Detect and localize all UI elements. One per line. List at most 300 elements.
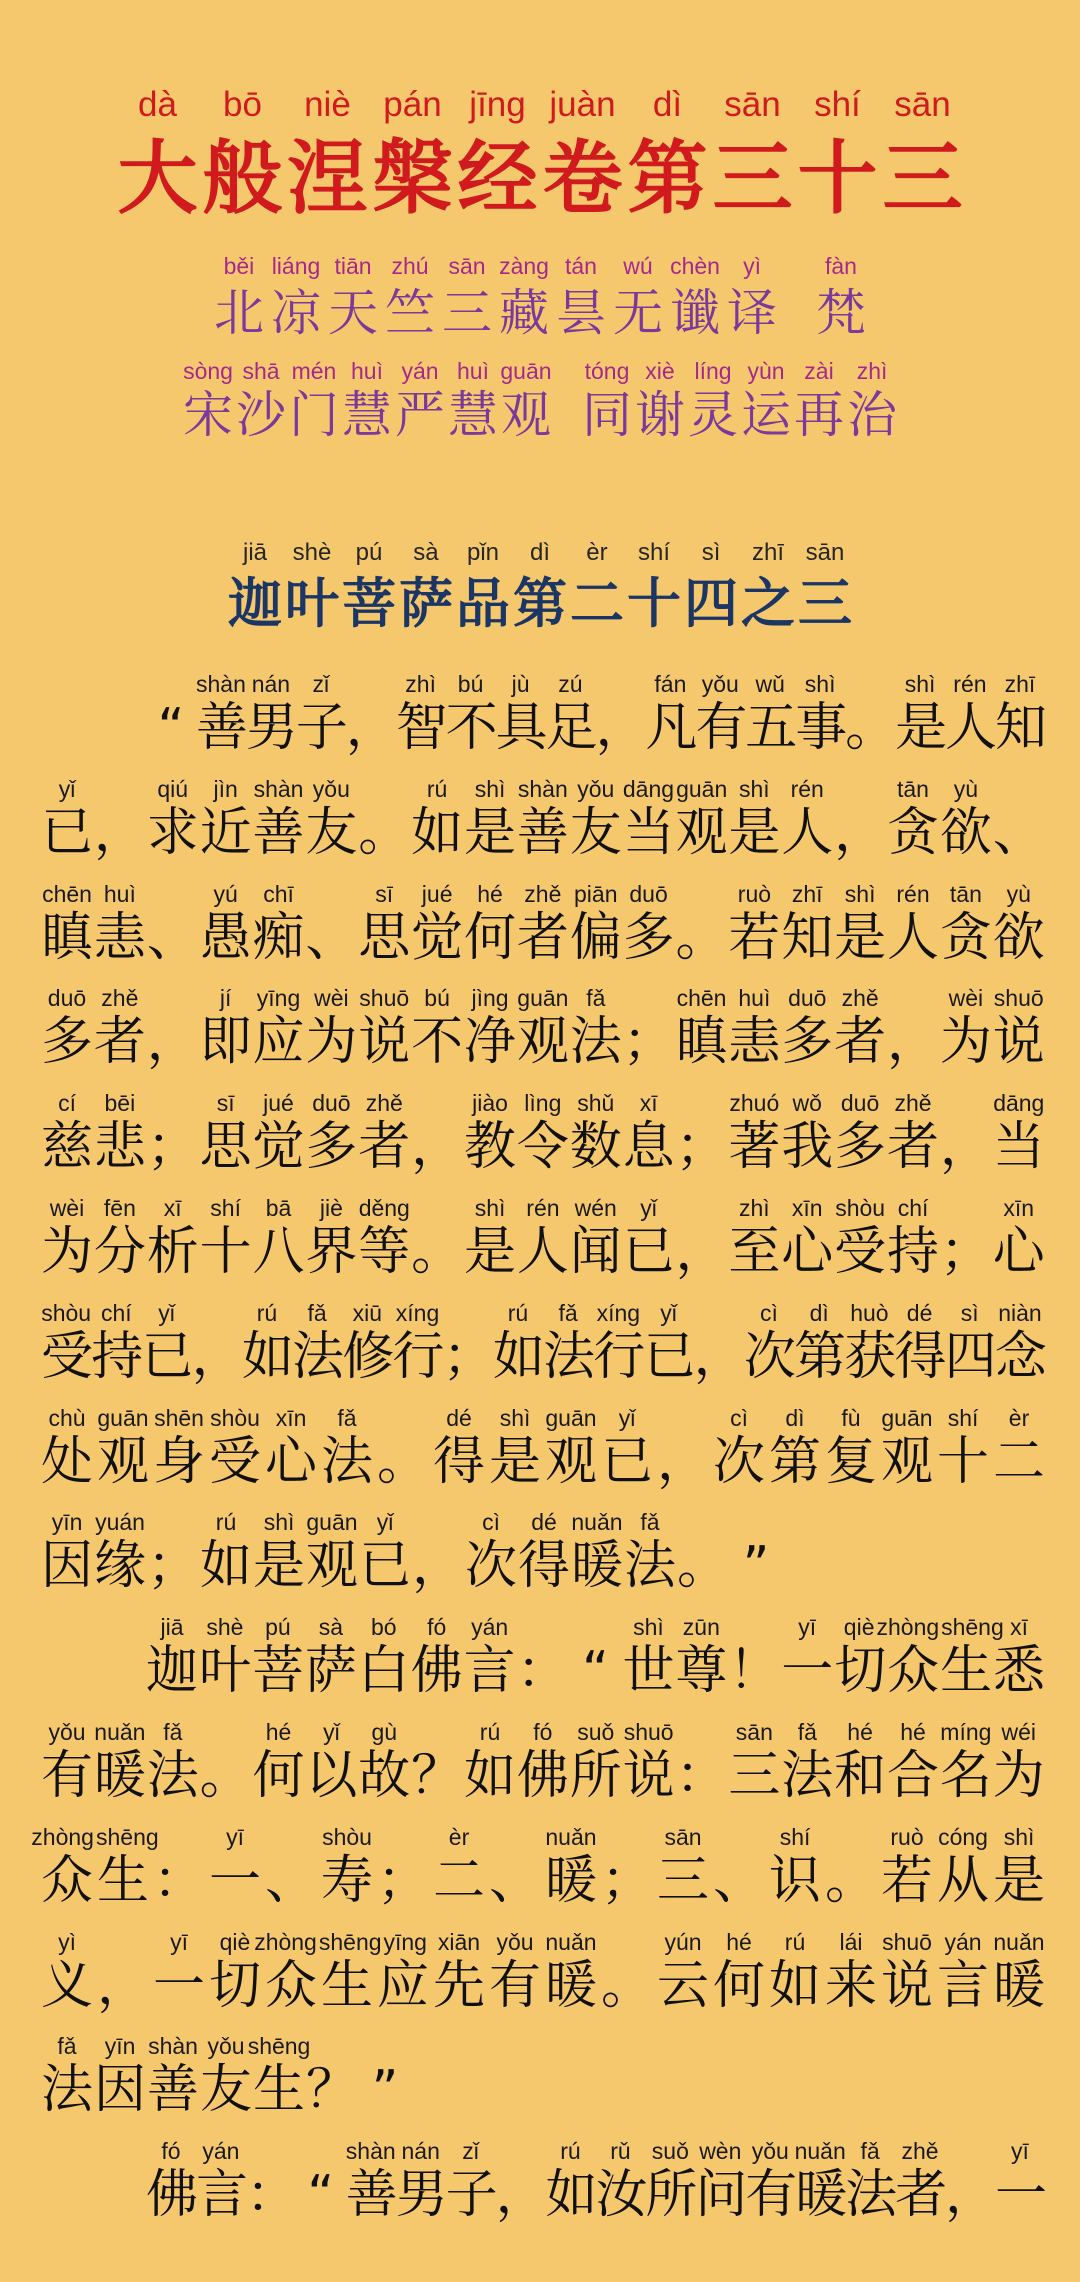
hanzi-char: 是 [728,802,781,863]
pinyin-syllable: zhě [524,880,562,907]
hanzi-char: 男 [395,2165,448,2226]
pinyin-line [0,1500,1080,1540]
pinyin-syllable: zhī [752,539,785,566]
pinyin-syllable: shì [633,1614,664,1641]
pinyin-syllable: wǒ [792,1090,822,1117]
hanzi-char: 萨 [399,571,453,635]
hanzi-char: 萨 [304,1641,357,1702]
pinyin-syllable: rú [479,1718,501,1745]
hanzi-char: 大 [117,131,198,225]
hanzi-char: 三 [798,571,852,635]
hanzi-char: 子 [445,2165,498,2226]
punctuation-mark: ， [93,802,146,863]
pinyin-syllable: zhī [1004,671,1036,697]
punctuation-mark: 、 [713,1850,766,1911]
hanzi-char: 不 [411,1012,464,1073]
pinyin-line [0,2129,1080,2169]
hanzi-char: 故 [358,1745,411,1806]
hanzi-line [41,2060,1045,2121]
pinyin-syllable: shǔ [577,1090,615,1117]
hanzi-char: 生 [940,1641,993,1702]
pinyin-syllable: yǒu [312,775,350,802]
pinyin-syllable: rén [790,775,824,802]
pinyin-syllable: shuō [882,1928,932,1955]
pinyin-line [0,1710,1080,1750]
text-line [0,1081,1080,1186]
punctuation-mark: 。 [358,802,411,863]
pinyin-syllable: fó [533,1718,553,1745]
translator-block [0,252,1080,341]
hanzi-char: 为 [939,1012,992,1073]
hanzi-char: 是 [464,802,517,863]
pinyin-syllable: shòu [210,1404,260,1431]
hanzi-char: 所 [569,1745,622,1806]
pinyin-syllable: sì [960,1299,979,1326]
pinyin-syllable: yǐ [376,1509,394,1536]
pinyin-line [0,1081,1080,1121]
hanzi-char: 善 [147,2060,200,2121]
pinyin-syllable: xíng [596,1299,641,1326]
hanzi-char: 四 [684,571,738,635]
hanzi-char: 痴 [252,907,305,968]
text-line [0,2024,1080,2129]
hanzi-char: 运 [741,386,791,444]
pinyin-syllable: xiān [437,1928,481,1955]
hanzi-char: 观 [306,1536,359,1597]
pinyin-syllable: jiào [472,1090,508,1117]
pinyin-syllable: fó [161,2138,181,2165]
pinyin-syllable: dì [652,85,683,124]
pinyin-syllable: líng [694,358,732,384]
hanzi-char: 获 [844,1326,897,1387]
punctuation-mark: ； [601,1850,654,1911]
pinyin-syllable: xíng [395,1299,440,1326]
pinyin-syllable: hé [265,1718,292,1745]
pinyin-syllable: shí [210,1194,241,1221]
punctuation-mark [784,285,809,341]
pinyin-syllable: fǎ [586,985,606,1012]
hanzi-char: 世 [622,1641,675,1702]
pinyin-syllable: bā [265,1194,292,1221]
pinyin-syllable: yǒu [577,775,615,802]
hanzi-char: 暖 [545,1850,598,1911]
hanzi-char: 暖 [545,1955,598,2016]
pinyin-syllable: pǐn [467,539,500,566]
hanzi-char: 因 [94,2060,147,2121]
hanzi-char: 应 [252,1012,305,1073]
punctuation-mark: ； [939,1221,992,1282]
pinyin-syllable: shì [1003,1823,1035,1850]
pinyin-syllable: shòu [41,1299,92,1326]
hanzi-char: 如 [241,1326,294,1387]
pinyin-syllable: yīn [104,2033,136,2060]
pinyin-syllable: dì [785,1404,805,1431]
hanzi-char: 善 [516,802,569,863]
hanzi-char: 受 [209,1431,262,1492]
hanzi-char: 知 [994,698,1047,758]
pinyin-syllable: shì [263,1509,295,1536]
hanzi-char: 行 [593,1326,646,1387]
pinyin-syllable: jù [511,671,530,697]
pinyin-syllable: hé [726,1928,752,1955]
pinyin-syllable: ruò [890,1823,924,1850]
pinyin-syllable: cí [58,1090,76,1117]
pinyin-syllable: yīng [256,985,301,1012]
hanzi-char: 观 [516,1012,569,1073]
hanzi-char: 多 [622,907,675,968]
pinyin-syllable: zhì [405,671,436,697]
chapter-title [0,571,1080,635]
pinyin-syllable: jìn [213,775,238,802]
pinyin-syllable: mén [291,358,337,384]
pinyin-syllable: wèi [49,1194,85,1221]
hanzi-char: 一 [209,1850,262,1911]
hanzi-char: 沙 [236,386,286,444]
pinyin-syllable: jí [219,985,232,1012]
hanzi-char: 暖 [993,1955,1046,2016]
hanzi-char: 当 [992,1117,1045,1178]
hanzi-char: 男 [245,698,298,758]
pinyin-syllable: nuǎn [94,1718,146,1745]
title-block [0,85,1080,225]
hanzi-char: 云 [657,1955,710,2016]
pinyin-syllable: nán [401,2138,440,2165]
text-line [0,1186,1080,1291]
pinyin-syllable: sān [664,1823,702,1850]
pinyin-syllable: èr [448,1823,470,1850]
hanzi-char: 无 [613,284,663,342]
hanzi-char: 教 [464,1117,517,1178]
hanzi-char: 贪 [887,802,940,863]
pinyin-syllable: ruò [737,880,772,907]
pinyin-syllable: zhě [841,985,879,1012]
pinyin-syllable: jué [421,880,453,907]
hanzi-char: 持 [887,1221,940,1282]
hanzi-char: 恚 [728,1012,781,1073]
hanzi-char: 悲 [93,1117,146,1178]
punctuation-mark: ， [411,1117,464,1178]
pinyin-syllable: rén [896,880,930,907]
punctuation-mark: ； [146,1117,199,1178]
pinyin-syllable: yǐ [618,1404,636,1431]
pinyin-syllable: shì [844,880,876,907]
pinyin-syllable: nán [251,671,291,697]
pinyin-syllable: rú [560,2138,581,2165]
pinyin-syllable: yǐ [58,775,76,802]
hanzi-char: 众 [887,1641,940,1702]
hanzi-char: 我 [781,1117,834,1178]
pinyin-syllable: yī [798,1614,817,1641]
pinyin-syllable: duō [840,1090,880,1117]
pinyin-syllable: guān [500,358,552,384]
pinyin-line [0,976,1080,1016]
hanzi-char: 受 [41,1326,94,1387]
pinyin-syllable: wèi [314,985,349,1012]
hanzi-char: 持 [91,1326,144,1387]
pinyin-syllable: chù [48,1404,86,1431]
punctuation-mark: 。 [411,1221,464,1282]
punctuation-mark: 、 [489,1850,542,1911]
hanzi-char: 来 [825,1955,878,2016]
hanzi-char: 析 [146,1221,199,1282]
hanzi-char: 者 [358,1117,411,1178]
hanzi-char: 第 [794,1326,847,1387]
hanzi-char: 之 [741,571,795,635]
pinyin-syllable: shì [904,671,936,697]
pinyin-syllable: wèn [699,2138,742,2165]
punctuation-mark: ， [675,1221,728,1282]
pinyin-syllable: shàn [148,2033,198,2060]
pinyin-syllable: dé [446,1404,472,1431]
pinyin-syllable: èr [1008,1404,1030,1431]
pinyin-syllable: sān [448,253,486,279]
pinyin-syllable: yǒu [207,2033,245,2060]
pinyin-syllable: pán [383,85,442,124]
pinyin-syllable: dāng [622,775,675,802]
hanzi-line [41,1431,1046,1492]
hanzi-char: 菩 [342,571,396,635]
pinyin-syllable: zàng [499,253,549,279]
pinyin-syllable: zhī [791,880,823,907]
pinyin-syllable: cóng [938,1823,988,1850]
hanzi-char: 次 [743,1326,796,1387]
hanzi-char: 觉 [252,1117,305,1178]
text-line [0,976,1080,1081]
hanzi-char: 观 [545,1431,598,1492]
punctuation-mark: ； [442,1326,495,1387]
hanzi-char: 何 [713,1955,766,2016]
pinyin-syllable: yǐ [660,1299,677,1326]
hanzi-char: 十 [797,131,878,225]
pinyin-syllable: juàn [549,85,616,124]
punctuation-mark: ； [377,1850,430,1911]
hanzi-char: 二 [433,1850,486,1911]
hanzi-char: 友 [569,802,622,863]
hanzi-char: 欲 [939,802,992,863]
hanzi-char: 第 [627,131,708,225]
hanzi-char: 因 [41,1536,94,1597]
punctuation-mark: 。 [675,907,728,968]
reviser-block [0,357,1080,443]
hanzi-char: 足 [545,698,598,758]
text-line [0,1710,1080,1815]
pinyin-syllable: sān [724,85,781,124]
hanzi-char: 藏 [499,284,549,342]
hanzi-char: 者 [834,1012,887,1073]
hanzi-char: 谢 [635,386,685,444]
pinyin-syllable: hé [900,1718,926,1745]
hanzi-char: 法 [146,1745,199,1806]
hanzi-char: 人 [516,1221,569,1282]
hanzi-char: 问 [695,2165,748,2226]
scripture-body [0,662,1080,2234]
pinyin-syllable: jīng [469,85,526,124]
pinyin-syllable: shè [206,1614,244,1641]
pinyin-line [0,1186,1080,1226]
pinyin-syllable: yú [213,880,238,907]
pinyin-syllable: rú [256,1299,278,1326]
reviser-credit [0,387,1080,443]
hanzi-char: 一 [994,2165,1047,2226]
pinyin-syllable: nuǎn [571,1509,623,1536]
hanzi-char: 所 [645,2165,698,2226]
pinyin-syllable: cì [760,1299,778,1326]
pinyin-syllable: shàn [253,775,304,802]
pinyin-syllable: tān [897,775,929,802]
punctuation-mark: ， [345,698,398,758]
hanzi-char: 三 [442,284,492,342]
punctuation-mark: 。 [377,1431,430,1492]
pinyin-syllable: yù [1006,880,1031,907]
pinyin-syllable: zhì [856,358,888,384]
hanzi-char: 慧 [342,386,392,444]
pinyin-syllable: yīng [383,1928,427,1955]
hanzi-char: 观 [97,1431,150,1492]
hanzi-char: 友 [305,802,358,863]
pinyin-syllable: wǔ [755,671,785,697]
pinyin-syllable: sà [413,539,439,566]
pinyin-syllable: zhě [101,985,139,1012]
hanzi-char: 是 [253,1536,306,1597]
pinyin-syllable: niè [304,85,351,124]
hanzi-char: 者 [887,1117,940,1178]
hanzi-char: 欲 [992,907,1045,968]
hanzi-line [41,1012,1045,1073]
hanzi-char: 佛 [516,1745,569,1806]
hanzi-char: 心 [781,1221,834,1282]
pinyin-syllable: zūn [682,1614,720,1641]
hanzi-char: 涅 [287,131,368,225]
hanzi-char: 说 [881,1955,934,2016]
pinyin-syllable: huò [850,1299,889,1326]
hanzi-char: 切 [209,1955,262,2016]
pinyin-syllable: huì [351,358,383,384]
hanzi-char: 竺 [385,284,435,342]
hanzi-char: 子 [295,698,348,758]
hanzi-char: 知 [781,907,834,968]
punctuation-mark: ， [939,1117,992,1178]
hanzi-char: 言 [937,1955,990,2016]
pinyin-syllable: fǎ [57,2033,77,2060]
pinyin-line [0,1291,1080,1331]
hanzi-char: 迦 [228,571,282,635]
pinyin-syllable: jiè [319,1194,343,1221]
hanzi-char: 善 [195,698,248,758]
pinyin-syllable: rú [784,1928,806,1955]
hanzi-char: 第 [769,1431,822,1492]
hanzi-char: 谶 [670,284,720,342]
hanzi-char: 已 [601,1431,654,1492]
hanzi-char: 次 [713,1431,766,1492]
hanzi-char: 法 [321,1431,374,1492]
pinyin-syllable: shā [242,358,280,384]
text-line [0,1396,1080,1501]
hanzi-char: 复 [825,1431,878,1492]
pinyin-syllable: yī [226,1823,244,1850]
pinyin-syllable: fǎ [860,2138,880,2165]
pinyin-syllable: nuǎn [545,1823,597,1850]
punctuation-mark: 。 [677,1536,730,1597]
pinyin-syllable: shì [804,671,836,697]
hanzi-char: 已 [41,802,94,863]
pinyin-line [0,662,1080,702]
pinyin-syllable: sān [805,539,845,566]
pinyin-syllable: fēn [103,1194,136,1221]
pinyin-syllable: yǒu [48,1718,86,1745]
punctuation-mark: 。 [845,698,898,758]
hanzi-char: 者 [516,907,569,968]
reviser-pinyin [0,357,1080,387]
pinyin-line [0,872,1080,912]
hanzi-char: 瞋 [675,1012,728,1073]
pinyin-syllable: rú [215,1509,237,1536]
hanzi-char: 得 [518,1536,571,1597]
punctuation-mark: ； [675,1117,728,1178]
hanzi-char: 如 [464,1745,517,1806]
hanzi-char: 是 [489,1431,542,1492]
pinyin-syllable: dé [906,1299,933,1326]
pinyin-syllable: xiū [352,1299,382,1326]
hanzi-char: 众 [265,1955,318,2016]
punctuation-mark: ， [146,1012,199,1073]
pinyin-syllable: xiè [645,358,675,384]
hanzi-char: 暖 [571,1536,624,1597]
pinyin-syllable: xī [1010,1614,1028,1641]
pinyin-syllable: jiā [243,539,268,566]
pinyin-syllable: rǔ [610,2138,631,2165]
pinyin-syllable: fàn [825,253,857,279]
pinyin-line [0,2024,1080,2064]
hanzi-char: 卷 [542,131,623,225]
text-line [0,1920,1080,2025]
pinyin-syllable: shēng [941,1614,1004,1641]
pinyin-syllable: dì [809,1299,829,1326]
hanzi-char: 思 [358,907,411,968]
hanzi-char: 多 [834,1117,887,1178]
pinyin-syllable: wén [574,1194,617,1221]
pinyin-syllable: wèi [948,985,984,1012]
hanzi-char: 有 [745,2165,798,2226]
hanzi-char: 说 [622,1745,675,1806]
pinyin-syllable: bēi [104,1090,136,1117]
text-line [0,662,1080,767]
hanzi-char: 为 [305,1012,358,1073]
hanzi-char: 有 [489,1955,542,2016]
hanzi-char: 如 [545,2165,598,2226]
hanzi-char: 昙 [556,284,606,342]
pinyin-syllable: dà [138,85,177,124]
pinyin-syllable: zài [804,358,834,384]
text-line [0,1500,1080,1605]
hanzi-char: 切 [834,1641,887,1702]
hanzi-char: 心 [992,1221,1045,1282]
pinyin-syllable: yún [664,1928,702,1955]
pinyin-line [0,1605,1080,1645]
pinyin-syllable: zhòng [876,1614,940,1641]
pinyin-syllable: yán [471,1614,509,1641]
pinyin-syllable: duō [47,985,87,1012]
hanzi-char: 近 [199,802,252,863]
pinyin-syllable: shuō [623,1718,674,1745]
pinyin-syllable: děng [358,1194,410,1221]
pinyin-syllable: fǎ [307,1299,327,1326]
hanzi-char: 识 [769,1850,822,1911]
pinyin-syllable: zhě [365,1090,403,1117]
chapter-block [0,539,1080,635]
hanzi-char: 具 [495,698,548,758]
pinyin-line [0,1920,1080,1960]
hanzi-char: 得 [433,1431,486,1492]
